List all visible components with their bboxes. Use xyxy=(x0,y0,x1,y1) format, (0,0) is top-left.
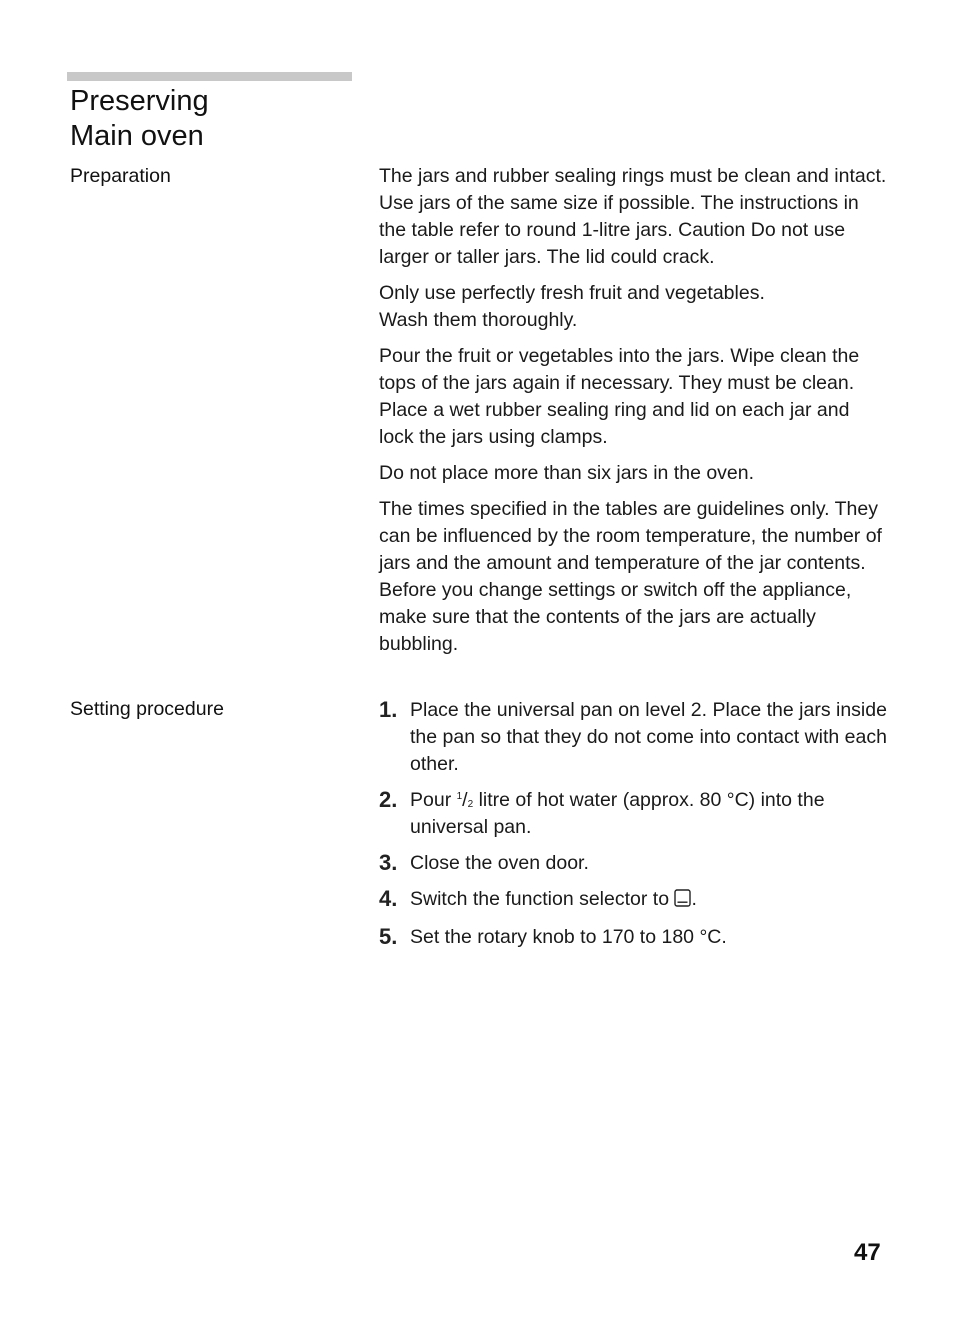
step-text: Set the rotary knob to 170 to 180 °C. xyxy=(410,926,727,948)
step-item xyxy=(379,787,889,841)
step-item xyxy=(379,850,889,877)
step-text-pre: Pour xyxy=(410,789,457,811)
step-item xyxy=(379,697,889,778)
bottom-heat-icon xyxy=(674,888,691,915)
fraction-denominator: 2 xyxy=(467,799,474,810)
step-number: 1. xyxy=(379,697,398,722)
title-line-2: Main oven xyxy=(70,120,204,152)
step-number: 2. xyxy=(379,787,398,812)
setting-procedure-label: Setting procedure xyxy=(70,698,224,720)
preparation-paragraph: Do not place more than six jars in the oven. xyxy=(379,462,755,484)
step-item xyxy=(379,886,889,915)
fraction-numerator: 1 xyxy=(456,791,463,802)
setting-steps-list xyxy=(379,697,889,960)
section-header-rule xyxy=(67,72,352,81)
step-text: Place the universal pan on level 2. Place the jars inside the pan so that they do not come into contact with each other. xyxy=(410,699,887,775)
step-number: 5. xyxy=(379,924,398,949)
page-title xyxy=(70,84,209,154)
preparation-content xyxy=(379,163,889,667)
preparation-paragraph: Pour the fruit or vegetables into the jars. Wipe clean the tops of the jars again if necessary. They must be clean. Place a wet rubber sealing ring and lid on each jar and lock the jars using clamps. xyxy=(379,345,860,448)
page-number: 47 xyxy=(854,1239,881,1266)
step-text-post: litre of hot water (approx. 80 °C) into the universal pan. xyxy=(410,789,825,838)
preparation-paragraph: The times specified in the tables are guidelines only. They can be influenced by the room temperature, the number of jars and the amount and temperature of the jar contents. Before you change settings or switch off the appliance, make sure that the contents of the jars are actually bubbling. xyxy=(379,498,882,655)
preparation-paragraph: The jars and rubber sealing rings must be clean and intact. Use jars of the same size if possible. The instructions in the table refer to round 1-litre jars. Caution Do not use larger or taller jars. The lid could crack. xyxy=(379,165,887,268)
title-line-1: Preserving xyxy=(70,85,209,117)
step-text-pre: Switch the function selector to xyxy=(410,888,675,910)
step-number: 3. xyxy=(379,850,398,875)
step-number: 4. xyxy=(379,886,398,911)
fraction: $^1/_2$ xyxy=(456,789,474,811)
step-text-post: . xyxy=(691,888,697,910)
preparation-paragraph: Only use perfectly fresh fruit and vegetables. Wash them thoroughly. xyxy=(379,282,765,331)
step-item xyxy=(379,924,889,951)
preparation-label: Preparation xyxy=(70,165,171,187)
step-text: Close the oven door. xyxy=(410,852,589,874)
